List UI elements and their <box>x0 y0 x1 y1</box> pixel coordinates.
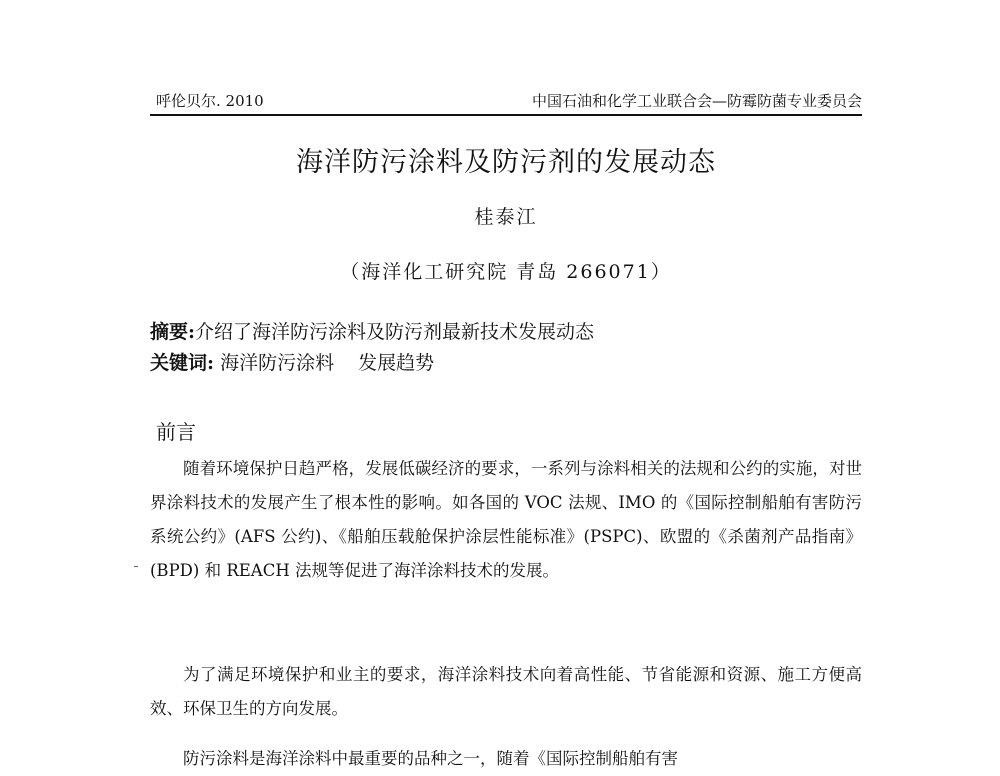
abstract-label: 摘要: <box>150 321 196 343</box>
keywords-label: 关键词: <box>150 352 215 374</box>
header-left-text: 呼伦贝尔. 2010 <box>156 92 264 110</box>
running-header <box>150 90 862 112</box>
keywords <box>150 349 862 377</box>
keyword-item: 发展趋势 <box>358 352 435 374</box>
paper-page <box>150 0 862 768</box>
body-paragraph: 为了满足环境保护和业主的要求，海洋涂料技术向着高性能、节省能源和资源、施工方便高效、环保卫生的方向发展。 <box>150 665 862 718</box>
section-heading: 前言 <box>156 420 196 444</box>
header-right-text: 中国石油和化学工业联合会—防霉防菌专业委员会 <box>531 92 862 110</box>
paper-title: 海洋防污涂料及防污剂的发展动态 <box>296 147 716 178</box>
margin-mark <box>134 566 138 567</box>
body-paragraph: 随着环境保护日趋严格，发展低碳经济的要求，一系列与涂料相关的法规和公约的实施，对世界涂料技术的发展产生了根本性的影响。如各国的 VOC 法规、IMO 的《国际控制船舶有害防污系统公约》(AFS 公约)、《船舶压载舱保护涂层性能标准》(PSPC)、欧盟的《杀菌剂产品指南》(BPD) 和 REACH 法规等促进了海洋涂料技术的发展。 <box>150 459 862 580</box>
abstract-text: 介绍了海洋防污涂料及防污剂最新技术发展动态 <box>195 321 595 343</box>
body-paragraph: 防污涂料是海洋涂料中最重要的品种之一，随着《国际控制船舶有害 <box>183 749 678 768</box>
keyword-item: 海洋防污涂料 <box>220 352 335 374</box>
header-rule <box>150 114 862 116</box>
paper-author: 桂泰江 <box>474 206 538 228</box>
abstract <box>150 318 862 346</box>
paper-affiliation: （海洋化工研究院 青岛 266071） <box>340 261 672 283</box>
